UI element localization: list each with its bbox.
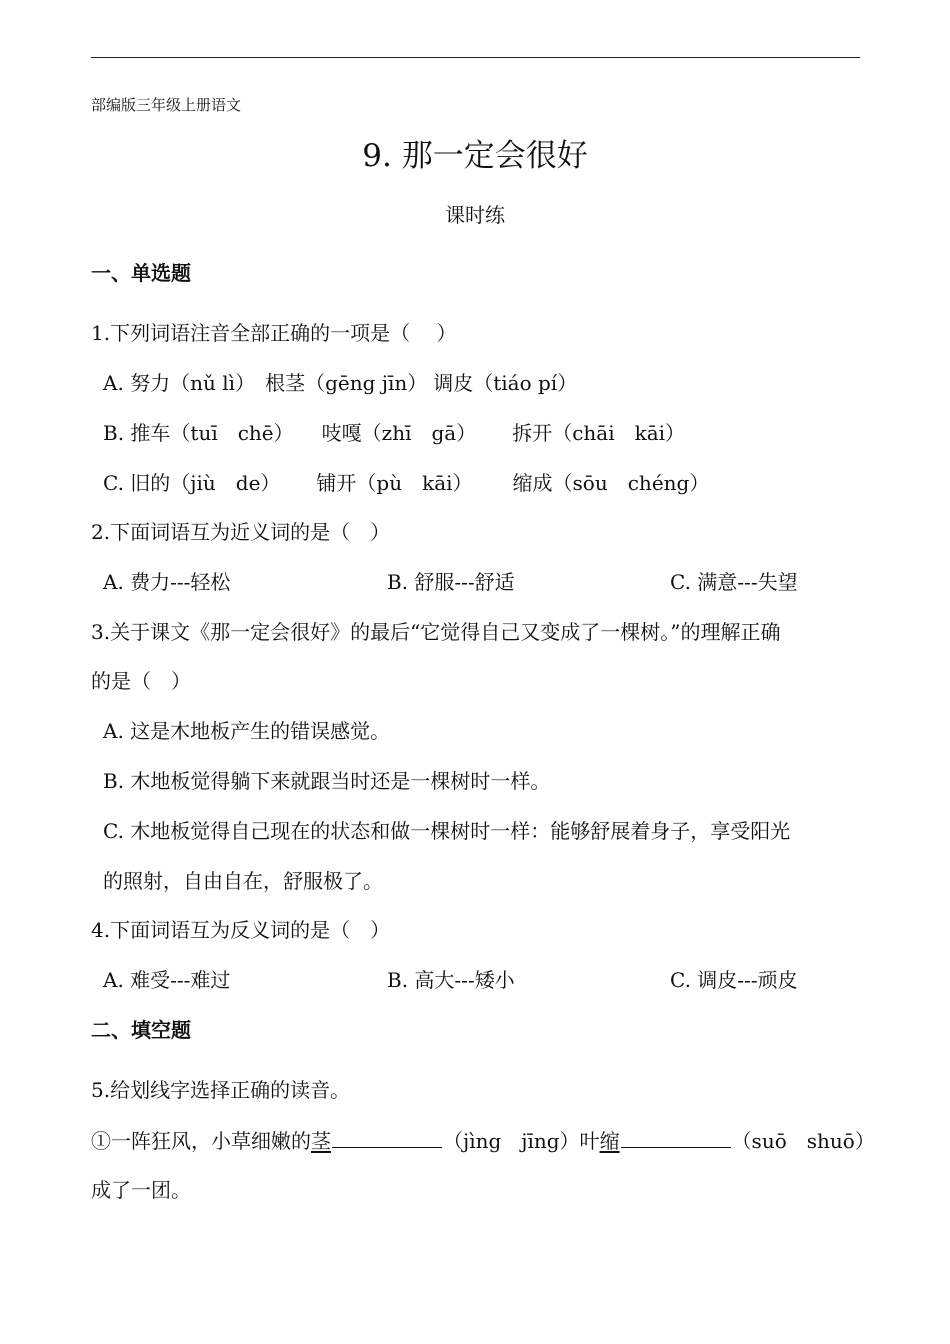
question-1-option-b: [103, 420, 685, 446]
header-rule: [91, 57, 860, 58]
q5-underlined-char-1: 茎: [311, 1129, 331, 1153]
q1-c-word1: C. 旧的（jiù de）: [103, 471, 281, 495]
q4-option-c: C. 调皮---顽皮: [670, 968, 798, 992]
q1-c-word2: 铺开（pù kāi）: [316, 471, 473, 495]
q1-b-word1: B. 推车（tuī chē）: [103, 421, 294, 445]
question-3-option-c-line2: 的照射，自由自在，舒服极了。: [103, 869, 383, 893]
q1-a-word3: 调皮（tiáo pí）: [433, 371, 578, 395]
q5-answer-blank-1[interactable]: [332, 1127, 442, 1148]
section-fill-blank: 二、填空题: [91, 1018, 191, 1042]
question-1-option-a: [103, 370, 577, 396]
question-5-item-1-line2: 成了一团。: [91, 1178, 191, 1202]
q5-item1-options-2: （suō shuō）: [731, 1129, 875, 1153]
section-single-choice: 一、单选题: [91, 261, 191, 285]
question-5-item-1: [91, 1127, 875, 1154]
q1-a-word2: 根茎（gēng jīn）: [265, 371, 428, 395]
q5-item1-prefix: ①一阵狂风，小草细嫩的: [91, 1129, 311, 1153]
q2-option-c: C. 满意---失望: [670, 570, 798, 594]
question-3-option-b: B. 木地板觉得躺下来就跟当时还是一棵树时一样。: [103, 769, 551, 793]
question-3-stem-line2: 的是（ ）: [91, 669, 191, 693]
q4-option-b: B. 高大---矮小: [387, 968, 515, 992]
question-1-stem: 1.下列词语注音全部正确的一项是（ ）: [91, 321, 457, 345]
question-5-stem: 5.给划线字选择正确的读音。: [91, 1078, 351, 1102]
question-4-stem: 4.下面词语互为反义词的是（ ）: [91, 918, 391, 942]
question-2-stem: 2.下面词语互为近义词的是（ ）: [91, 520, 391, 544]
q4-option-a: A. 难受---难过: [103, 968, 231, 992]
question-1-option-c: [103, 470, 709, 496]
q2-option-b: B. 舒服---舒适: [387, 570, 515, 594]
q1-a-word1: A. 努力（nǔ lì）: [103, 371, 256, 395]
q5-underlined-char-2: 缩: [599, 1129, 620, 1153]
question-3-option-c-line1: C. 木地板觉得自己现在的状态和做一棵树时一样：能够舒展着身子，享受阳光: [103, 819, 791, 843]
page-subtitle: 课时练: [445, 203, 505, 227]
question-4-options: [103, 967, 860, 993]
q2-option-a: A. 费力---轻松: [103, 570, 231, 594]
q5-item1-options-1: （jìng jīng）叶: [443, 1129, 600, 1153]
q1-b-word3: 拆开（chāi kāi）: [512, 421, 686, 445]
question-2-options: [103, 569, 860, 595]
question-3-stem-line1: 3.关于课文《那一定会很好》的最后“它觉得自己又变成了一棵树。”的理解正确: [91, 620, 781, 644]
q1-b-word2: 吱嘎（zhī gā）: [321, 421, 477, 445]
header-text: 部编版三年级上册语文: [91, 96, 242, 114]
question-3-option-a: A. 这是木地板产生的错误感觉。: [103, 719, 391, 743]
page-title: 9. 那一定会很好: [362, 138, 588, 174]
q5-answer-blank-2[interactable]: [621, 1127, 731, 1148]
q1-c-word3: 缩成（sōu chéng）: [512, 471, 710, 495]
